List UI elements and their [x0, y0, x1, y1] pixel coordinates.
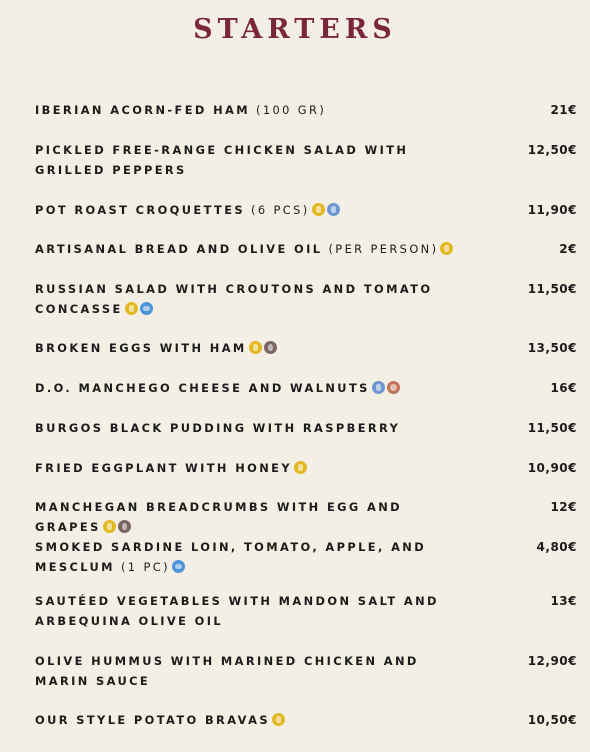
dish-note: (1 PC): [114, 560, 170, 574]
menu-item-price: 13,50€: [527, 341, 577, 355]
menu-item-name: [35, 100, 465, 120]
gluten-allergen-icon: [312, 203, 325, 216]
dish-note: (6 PCS): [244, 203, 310, 217]
dish-name: MANCHEGAN BREADCRUMBS WITH EGG AND GRAPES: [35, 500, 403, 534]
menu-item-price: 10,50€: [527, 713, 577, 727]
menu-item-name: [35, 338, 465, 358]
menu-item: [35, 200, 577, 220]
dish-name: POT ROAST CROQUETTES: [35, 203, 245, 217]
dish-name: SMOKED SARDINE LOIN, TOMATO, APPLE, AND MESCLUM: [35, 540, 427, 574]
menu-item: [35, 537, 577, 577]
menu-item-price: 11,90€: [527, 203, 577, 217]
menu-item: [35, 710, 577, 730]
dish-name: BURGOS BLACK PUDDING WITH RASPBERRY: [35, 421, 401, 435]
gluten-allergen-icon: [294, 461, 307, 474]
menu-item: [35, 458, 577, 478]
menu-item: [35, 497, 577, 537]
menu-item-name: [35, 200, 465, 220]
gluten-allergen-icon: [125, 302, 138, 315]
fish-allergen-icon: [172, 560, 185, 573]
menu-item-name: [35, 140, 465, 180]
menu-item-price: 12,90€: [527, 654, 577, 668]
dish-name: D.O. MANCHEGO CHEESE AND WALNUTS: [35, 381, 370, 395]
menu-item-price: 4,80€: [536, 540, 577, 554]
gluten-allergen-icon: [103, 520, 116, 533]
menu-item: [35, 378, 577, 398]
gluten-allergen-icon: [440, 242, 453, 255]
menu-item-name: [35, 239, 465, 259]
menu-item-price: 12€: [550, 500, 577, 514]
menu-item-name: [35, 458, 465, 478]
menu-item-name: [35, 378, 465, 398]
menu-item-price: 11,50€: [527, 282, 577, 296]
dish-name: IBERIAN ACORN-FED HAM: [35, 103, 250, 117]
menu-item: [35, 418, 577, 438]
page-title: STARTERS: [193, 14, 397, 45]
menu-item-name: [35, 497, 465, 537]
menu-item: [35, 100, 577, 120]
menu-item-name: [35, 710, 465, 730]
dish-name: PICKLED FREE-RANGE CHICKEN SALAD WITH GRILLED PEPPERS: [35, 143, 409, 177]
menu-item-price: 10,90€: [527, 461, 577, 475]
dish-note: (PER PERSON): [322, 242, 439, 256]
menu-item: [35, 279, 577, 319]
dish-name: ARTISANAL BREAD AND OLIVE OIL: [35, 242, 323, 256]
dish-name: FRIED EGGPLANT WITH HONEY: [35, 461, 293, 475]
menu-item-price: 21€: [550, 103, 577, 117]
menu-item-name: [35, 418, 465, 438]
menu-item: [35, 239, 577, 259]
nuts-allergen-icon: [387, 381, 400, 394]
menu-item-price: 11,50€: [527, 421, 577, 435]
dish-name: RUSSIAN SALAD WITH CROUTONS AND TOMATO CONCASSE: [35, 282, 433, 316]
menu-item: [35, 140, 577, 180]
menu-item-price: 13€: [550, 594, 577, 608]
dish-note: (100 GR): [249, 103, 327, 117]
dish-name: SAUTÉED VEGETABLES WITH MANDON SALT AND ARBEQUINA OLIVE OIL: [35, 594, 439, 628]
menu-item: [35, 338, 577, 358]
egg-allergen-icon: [118, 520, 131, 533]
menu-item-price: 2€: [559, 242, 577, 256]
menu-item-name: [35, 651, 465, 691]
menu-item-name: [35, 279, 465, 319]
milk-allergen-icon: [327, 203, 340, 216]
dish-name: OLIVE HUMMUS WITH MARINED CHICKEN AND MARIN SAUCE: [35, 654, 419, 688]
menu-item: [35, 651, 577, 691]
menu-item-price: 12,50€: [527, 143, 577, 157]
egg-allergen-icon: [264, 341, 277, 354]
menu-item-price: 16€: [550, 381, 577, 395]
gluten-allergen-icon: [249, 341, 262, 354]
gluten-allergen-icon: [272, 713, 285, 726]
dish-name: OUR STYLE POTATO BRAVAS: [35, 713, 270, 727]
menu-item-name: [35, 537, 465, 577]
dish-name: BROKEN EGGS WITH HAM: [35, 341, 247, 355]
milk-allergen-icon: [372, 381, 385, 394]
fish-allergen-icon: [140, 302, 153, 315]
menu-item-name: [35, 591, 465, 631]
menu-item: [35, 591, 577, 631]
